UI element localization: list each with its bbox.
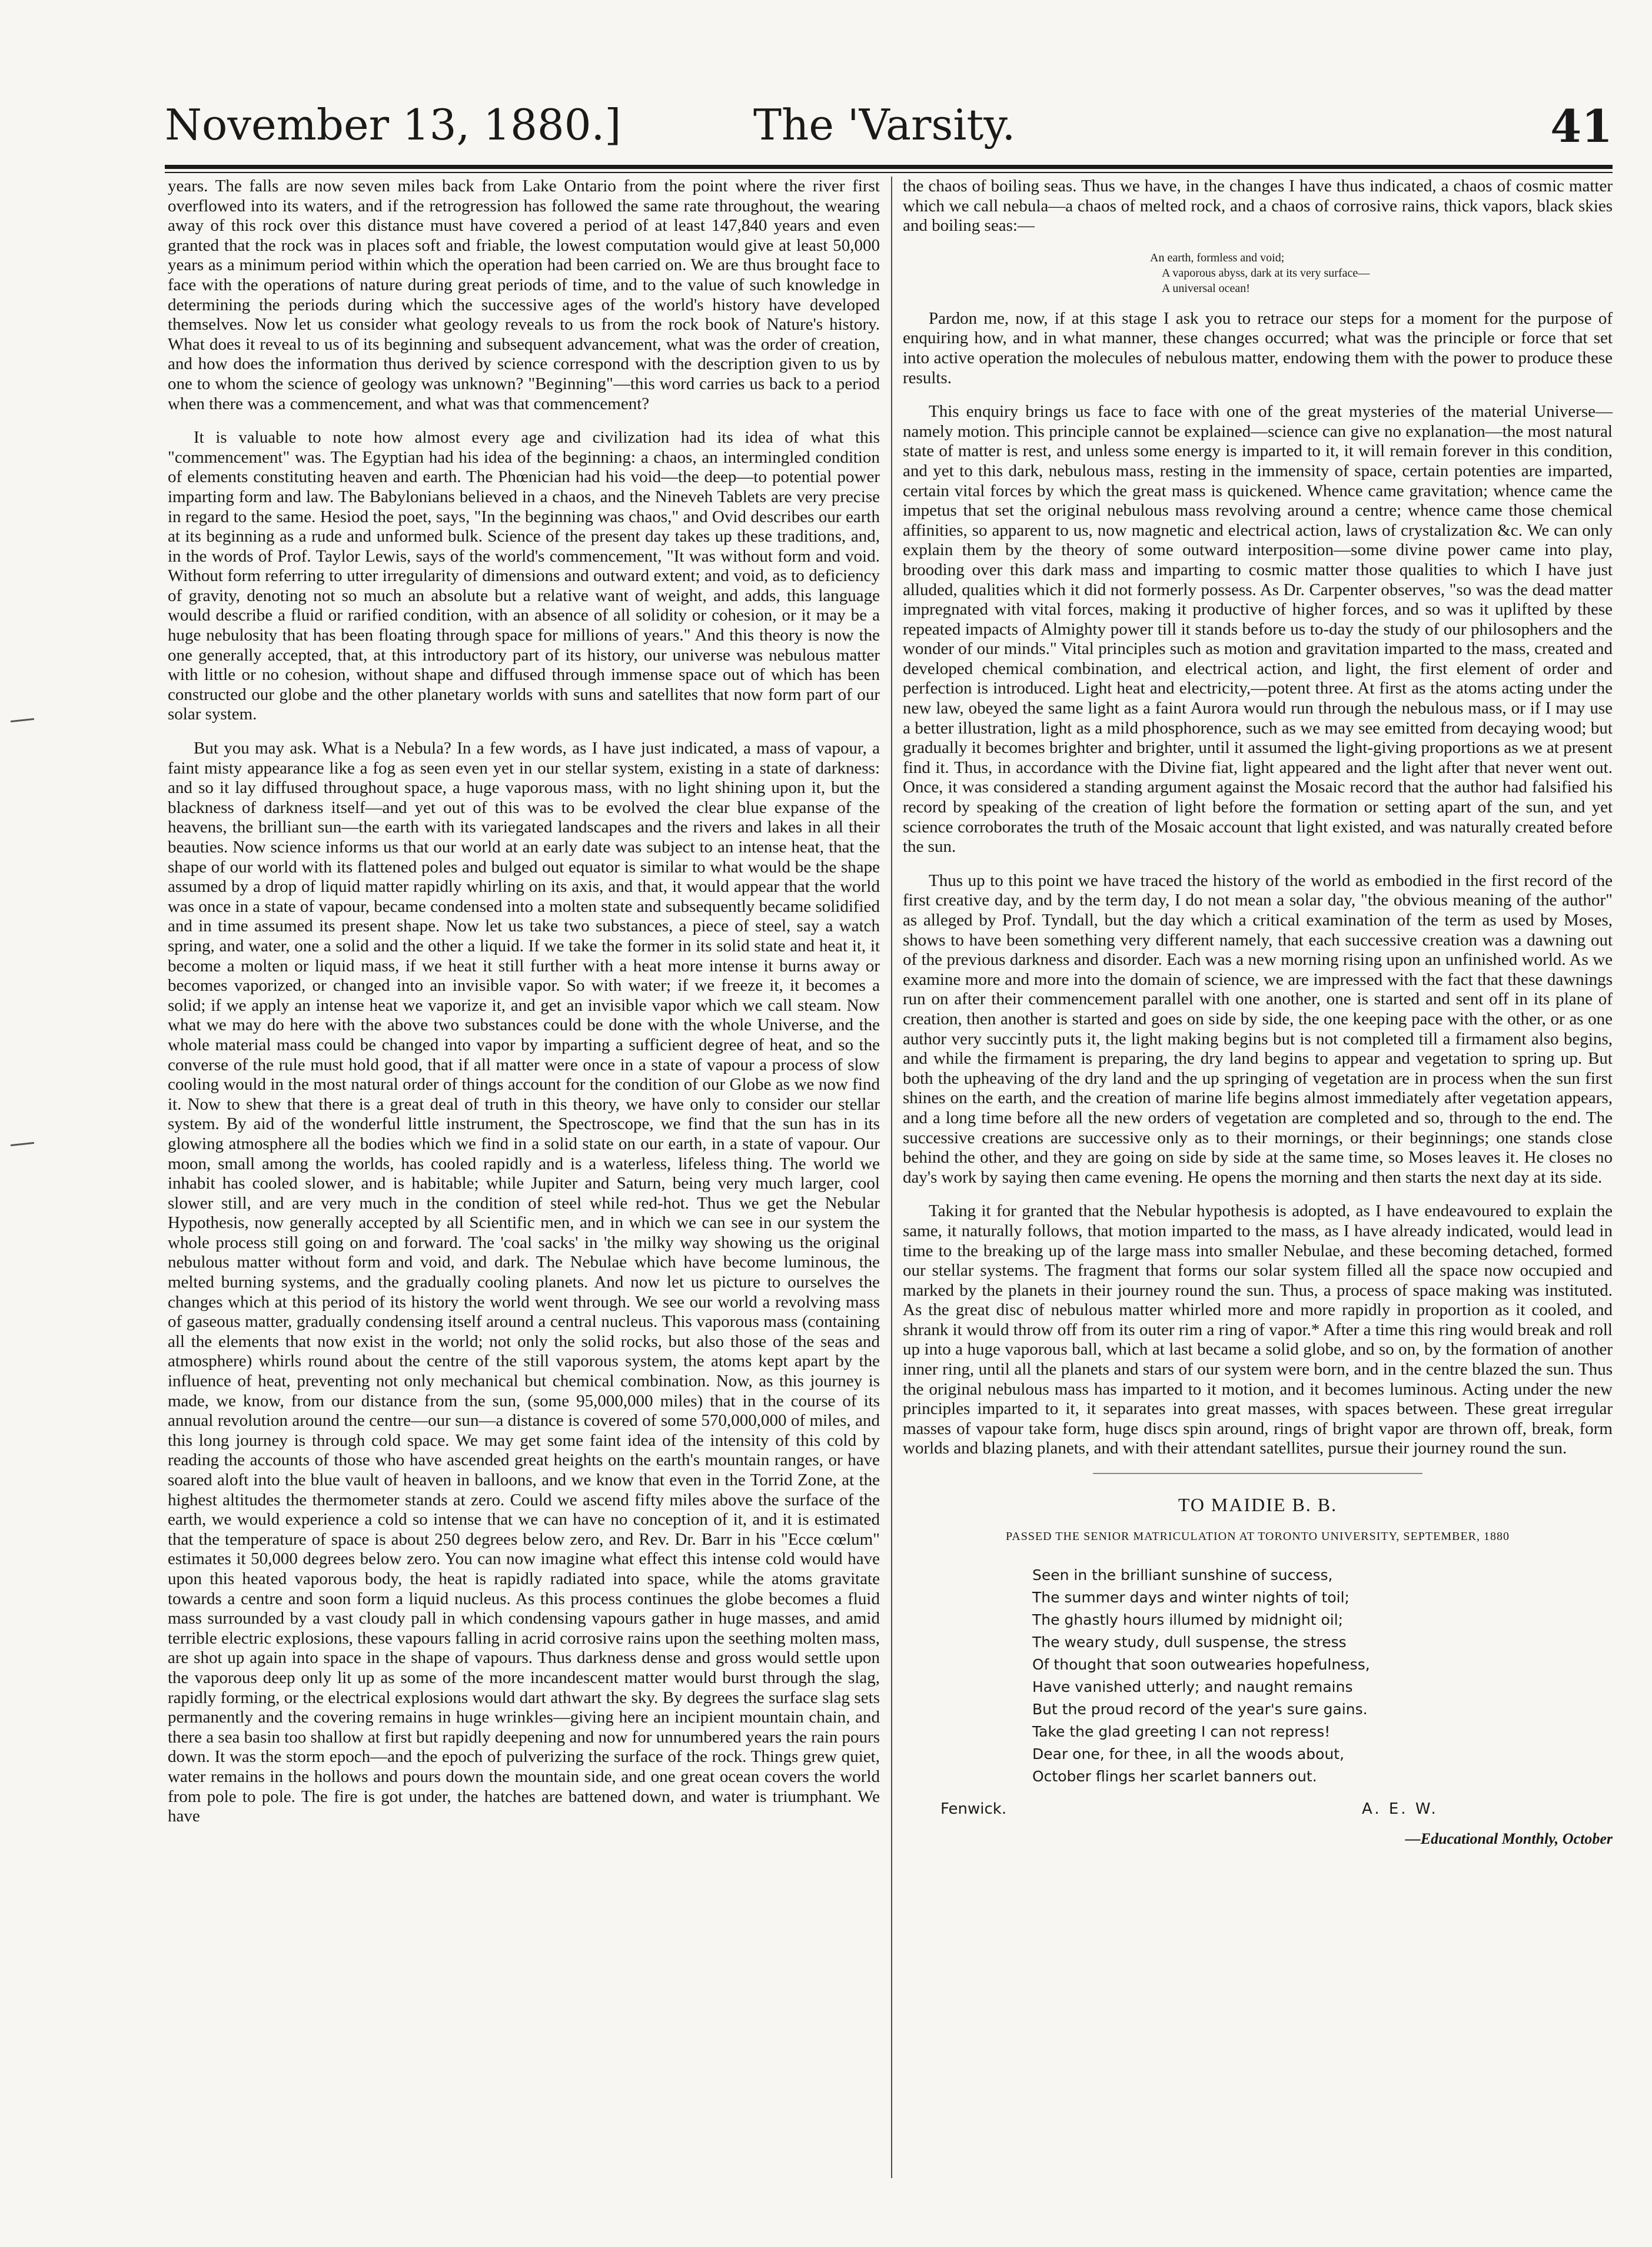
poem-signature [903,1800,1613,1826]
right-column [903,177,1613,1849]
header-rule [165,165,1613,169]
margin-mark [11,718,34,722]
header-rule-thin [165,172,1613,173]
poem-line: But the proud record of the year's sure gains. [1032,1701,1368,1718]
column-divider [891,177,892,2178]
poem-line: The ghastly hours illumed by midnight oil; [1032,1611,1344,1629]
paragraph: years. The falls are now seven miles back from Lake Ontario from the point where the river first overflowed into its waters, and if the retrogression has followed the same rate throughout, the wearing away of this rock over this distance must have covered a period of at least 147,840 years and even granted that the rock was in places soft and friable, the lowest computation would give at least 50,000 years as a minimum period within which the operation had been carried on. We are thus brought face to face with the operations of nature during great periods of time, and to the value of such knowledge in determining the periods during which the successive ages of the world's history have developed themselves. Now let us consider what geology reveals to us from the rock book of Nature's history. What does it reveal to us of its beginning and subsequent advancement, what was the order of creation, and how does the information thus derived by science correspond with the description given to us by one to whom the science of geology was unknown? "Beginning"—this word carries us back to a period when there was a commencement, and what was that commencement? [168,177,880,413]
poem-line: Dear one, for thee, in all the woods about, [1032,1745,1345,1763]
block-quote [1150,250,1613,296]
page-header [165,100,1613,159]
section-separator [1093,1473,1422,1474]
paragraph: Thus up to this point we have traced the history of the world as embodied in the first record of the first creative day, and by the term day, I do not mean a solar day, "the obvious meaning of the author" as alleged by Prof. Tyndall, but the day which a critical examination of the term as used by Moses, shows to have been something very different namely, that each successive creation was a dawning out of the previous darkness and disorder. Each was a new morning rising upon an unfinished world. As we examine more and more into the domain of science, we are impressed with the fact that these dawnings run on after their commencement parallel with one another, one is started and sent off in its plane of creation, then another is started and goes on side by side, the one keeping pace with the other, or as one author very succintly puts it, the light making begins but is not completed till a firmament also begins, and while the firmament is preparing, the dry land begins to appear and vegetation to spring up. But both the upheaving of the dry land and the up springing of vegetation are in process when the sun first shines on the earth, and the creation of marine life begins almost immediately after vegetation appears, and a long time before all the new orders of vegetation are completed and so, through to the end. The successive creations are successive only as to their mornings, or their beginnings; one stands close behind the other, and they are going on side by side at the same time, so Moses leaves it. He closes no day's work by saying then came evening. He opens the morning and then starts the next day at its side. [903,871,1613,1187]
quote-line: A vaporous abyss, dark at its very surface— [1162,266,1370,280]
paragraph: It is valuable to note how almost every age and civilization had its idea of what this "commencement" was. The Egyptian had his idea of the beginning: a chaos, an intermingled condition of elements constituting heaven and earth. The Phœnician had his void—the deep—to potential power imparting form and law. The Babylonians believed in a chaos, and the Nineveh Tablets are very precise in regard to the same. Hesiod the poet, says, "In the beginning was chaos," and Ovid describes our earth at its beginning as a rude and unformed bulk. Science of the present day takes up these traditions, and, in the words of Prof. Taylor Lewis, says of the world's commencement, "It was without form and void. Without form referring to utter irregularity of dimensions and outward extent; and void, as to deficiency of gravity, denoting not so much an absolute but a relative want of weight, and adds, this language would describe a fluid or rarified condition, with an absence of all solidity or cohesion, or it may be a huge nebulosity that has been floating through space for millions of years." And this theory is now the one generally accepted, that, at this introductory part of its history, our universe was nebulous matter with little or no cohesion, without shape and diffused through immense space out of which has been constructed our globe and the other planetary worlds with suns and satellites that now form part of our solar system. [168,428,880,724]
paragraph: Taking it for granted that the Nebular hypothesis is adopted, as I have endeavoured to explain the same, it naturally follows, that motion imparted to the mass, as I have already indicated, would lead in time to the breaking up of the large mass into smaller Nebulae, and these becoming detached, formed our stellar systems. The fragment that forms our solar system filled all the space now occupied and marked by the planets in their journey round the sun. Thus, a process of space making was instituted. As the great disc of nebulous matter whirled more and more rapidly in proportion as it cooled, and shrank it would throw off from its outer rim a ring of vapor.* After a time this ring would break and roll up into a huge vaporous ball, which at last became a solid globe, and so on, by the formation of another inner ring, until all the planets and stars of our system were born, and in the centre blazed the sun. Thus the original nebulous mass has imparted to it motion, and it becomes luminous. Acting under the new principles imparted to it, it separates into great masses, with spaces between. These great irregular masses of vapour take form, huge discs spin around, rings of bright vapor are thrown off, break, form worlds and blazing planets, and with their attendant satellites, pursue their journey round the sun. [903,1202,1613,1458]
poem-line: October flings her scarlet banners out. [1032,1768,1317,1785]
page-number: 41 [1550,100,1613,152]
author-initials: A. E. W. [1362,1800,1438,1818]
paragraph: the chaos of boiling seas. Thus we have, in the changes I have thus indicated, a chaos of cosmic matter which we call nebula—a chaos of melted rock, and a chaos of corrosive rains, thick vapors, black skies and boiling seas:— [903,177,1613,235]
poem-line: Take the glad greeting I can not repress! [1032,1723,1331,1741]
poem-body [1032,1564,1613,1788]
poem-line: Have vanished utterly; and naught remains [1032,1678,1353,1696]
poem-line: The weary study, dull suspense, the stress [1032,1634,1347,1651]
quote-line: A universal ocean! [1162,281,1250,295]
paragraph: Pardon me, now, if at this stage I ask you to retrace our steps for a moment for the purpose of enquiring how, and in what manner, these changes occurred; what was the principle or force that set into active operation the molecules of nebulous matter, endowing them with the power to produce these results. [903,308,1613,387]
poem-line: Seen in the brilliant sunshine of success, [1032,1566,1333,1584]
publication-title: The 'Varsity. [753,100,1016,150]
poem-line: Of thought that soon outwearies hopefulness, [1032,1656,1370,1674]
poem-title: TO MAIDIE B. B. [1178,1494,1338,1516]
issue-date: November 13, 1880.] [165,100,621,150]
poem-line: The summer days and winter nights of toil; [1032,1589,1349,1607]
signature-place: Fenwick. [940,1800,1007,1818]
margin-mark [11,1142,34,1146]
paragraph: This enquiry brings us face to face with one of the great mysteries of the material Universe—namely motion. This principle cannot be explained—science can give no explanation—the most natural state of matter is rest, and unless some energy is imparted to it, it will remain forever in this condition, and yet to this dark, nebulous mass, resting in the immensity of space, certain potenties are imparted, certain vital forces by which the great mass is quickened. Whence came gravitation; whence came the impetus that set the original nebulous mass revolving around a centre; whence came those chemical affinities, so apparent to us, now magnetic and electrical action, laws of crystalization &c. We can only explain them by the theory of some outward interposition—some divine power came into play, brooding over this dark mass and imparting to cosmic matter those qualities to which I have just alluded, qualities which it did not formerly possess. As Dr. Carpenter observes, "so was the dead matter impregnated with vital forces, making it productive of higher forces, and so was it uplifted by these repeated impacts of Almighty power till it stands before us to-day the study of our philosophers and the wonder of our minds." Vital principles such as motion and gravitation imparted to the mass, created and developed chemical combination, and electrical action, and light, the first element of order and perfection is introduced. Light heat and electricity,—potent three. At first as the atoms acting under the new law, obeyed the same light as a faint Aurora would run through the nebulous mass, or if I may use a better illustration, light as a mild phosphorence, such as we may see emitted from decaying wood; but gradually it becomes brighter and brighter, until it assumed the light-giving proportions as we at present find it. Thus, in accordance with the Divine fiat, light appeared and the light after that never went out. Once, it was considered a standing argument against the Mosaic record that the author had falsified his record by speaking of the creation of light before the formation or setting apart of the sun, and yet science corroborates the truth of the Mosaic account that light existed, and was naturally created before the sun. [903,402,1613,857]
poem-source: —Educational Monthly, October [1405,1830,1613,1848]
quote-line: An earth, formless and void; [1150,251,1285,264]
paragraph: But you may ask. What is a Nebula? In a few words, as I have just indicated, a mass of vapour, a faint misty appearance like a fog as seen even yet in our stellar system, existing in a state of darkness: and so it lay diffused throughout space, a huge vaporous mass, with no light shining upon it, but the blackness of darkness itself—and yet out of this was to be evolved the clear blue expanse of the heavens, the brilliant sun—the earth with its variegated landscapes and the rivers and lakes in all their beauties. Now science informs us that our world at an early date was subject to an intense heat, that the shape of our world with its flattened poles and bulged out equator is similar to what would be the shape assumed by a drop of liquid matter rapidly whirling on its axis, and that, it would appear that the world was once in a state of vapour, became condensed into a molten state and subsequently became solidified and in time assumed its present shape. Now let us take two substances, a piece of steel, say a watch spring, and water, one a solid and the other a liquid. If we take the former in its solid state and heat it, it become a molten or liquid mass, if we heat it still further with a heat more intense it burns away or becomes vaporized, or changed into an invisible vapor. So with water; if we freeze it, it becomes a solid; if we apply an intense heat we vaporize it, and get an invisible vapor which we call steam. Now what we may do here with the above two substances could be done with the whole Universe, and the whole material mass could be changed into vapor by imparting a sufficient degree of heat, and so the converse of the rule must hold good, that if all matter were once in a state of vapour a process of slow cooling would in the most natural order of things account for the condition of our Globe as we now find it. Now to shew that there is a great deal of truth in this theory, we have only to consider our stellar system. By aid of the wonderful little instrument, the Spectroscope, we find that the sun has in its glowing atmosphere all the bodies which we find in a solid state on our earth, in a state of vapour. Our moon, small among the worlds, has cooled rapidly and is a waterless, lifeless thing. The world we inhabit has cooled slower, and is habitable; while Jupiter and Saturn, being very much larger, cool slower still, and are very much in the condition of steel while red-hot. Thus we get the Nebular Hypothesis, now generally accepted by all Scientific men, and in which we can see in our system the whole process still going on and forward. The 'coal sacks' in 'the milky way showing us the original nebulous matter without form and void, and dark. The Nebulae which have become luminous, the melted burning systems, and the gradually cooling planets. And now let us picture to ourselves the changes which at this period of its history the world went through. We see our world a revolving mass of gaseous matter, gradually condensing itself around a central nucleus. This vaporous mass (containing all the elements that now exist in the world; not only the solid rocks, but also those of the seas and atmosphere) whirls round about the centre of the still vaporous system, the atoms kept apart by the influence of heat, preventing not only mechanical but chemical combination. Now, as this journey is made, we know, from our distance from the sun, (some 95,000,000 miles) that in the course of its annual revolution around the centre—our sun—a distance is covered of some 570,000,000 of miles, and this long journey is through cold space. We may get some faint idea of the intensity of this cold by reading the accounts of those who have ascended great heights on the earth's mountain ranges, or have soared aloft into the blue vault of heaven in balloons, and we know that even in the Torrid Zone, at the highest altitudes the thermometer stands at zero. Could we ascend fifty miles above the surface of the earth, we would experience a cold so intense that we can have no conception of it, and it is estimated that the temperature of space is about 250 degrees below zero, and Rev. Dr. Barr in his "Ecce cœlum" estimates it 50,000 degrees below zero. You can now imagine what effect this intense cold would have upon this heated vaporous body, the heat is rapidly radiated into space, while the atoms gravitate towards a centre and soon form a liquid nucleus. As this process continues the globe becomes a fluid mass surrounded by a vast cloudy pall in which condensing vapours gather in huge masses, and amid terrible electric explosions, these vapours falling in acrid corrosive rains upon the seething molten mass, are shot up again into space in the shape of vapours. Thus darkness dense and gross would settle upon the vaporous deep only lit up as some of the more incandescent matter would burst through the slag, rapidly forming, or the electrical explosions would dart athwart the sky. By degrees the surface slag sets permanently and the covering remains in huge wrinkles—giving here an incipient mountain chain, and there a sea basin too shallow at first but rapidly deepening and now for unnumbered years the rain pours down. It was the storm epoch—and the epoch of pulverizing the surface of the rock. Things grew quiet, water remains in the hollows and pours down the mountain side, and one great ocean covers the world from pole to pole. The fire is got under, the hatches are battened down, and water is triumphant. We have [168,739,880,1826]
poem-subtitle: PASSED THE SENIOR MATRICULATION AT TORONTO UNIVERSITY, SEPTEMBER, 1880 [1005,1529,1510,1543]
left-column [168,177,880,1827]
